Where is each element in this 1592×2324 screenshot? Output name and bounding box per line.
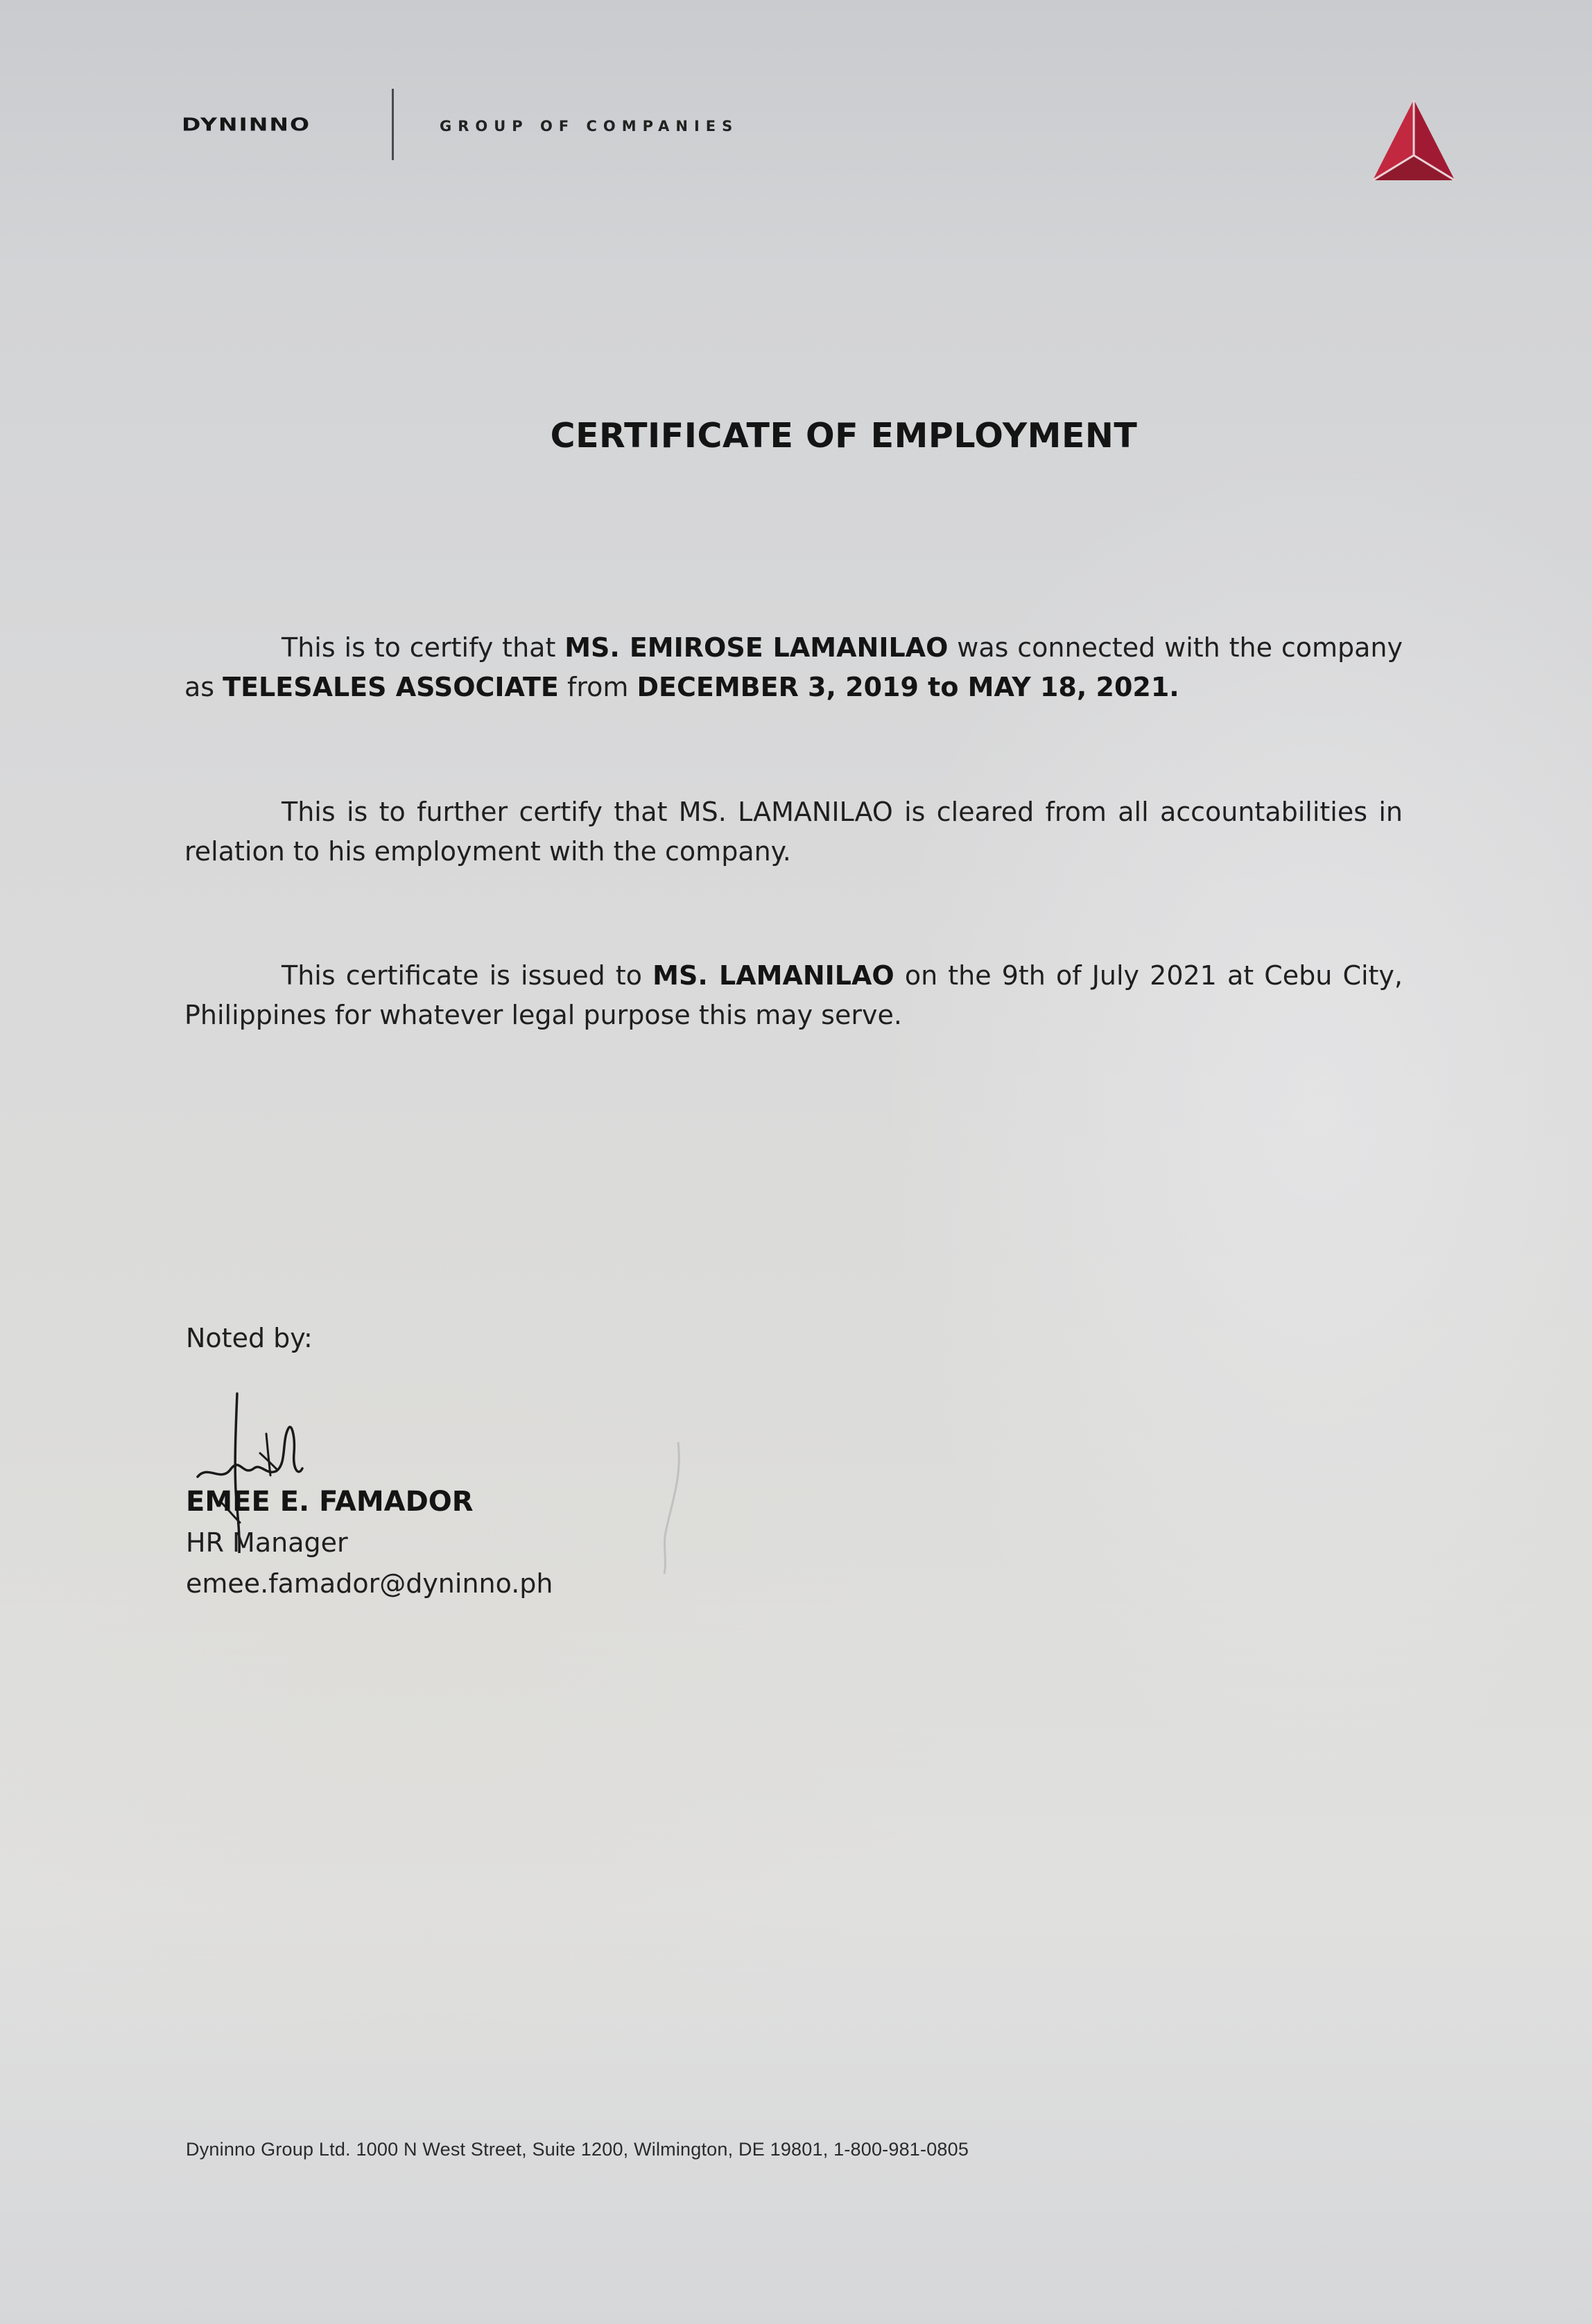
paper-fold-mark <box>659 1442 686 1574</box>
paragraph-text: was connected with the company as <box>184 632 1403 702</box>
signatory-name: EMEE E. FAMADOR <box>186 1486 474 1518</box>
company-logo-wordmark: DYNINNO <box>182 114 311 135</box>
company-address-footer: Dyninno Group Ltd. 1000 N West Street, Suite 1200, Wilmington, DE 19801, 1-800-981-0805 <box>186 2139 969 2160</box>
issuance-paragraph <box>184 956 1403 1035</box>
clearance-paragraph: This is to further certify that MS. LAMANILAO is cleared from all accountabilities in relation to his employment with the company. <box>184 797 1403 867</box>
paragraph-text: This certificate is issued to <box>282 960 653 991</box>
paragraph-text: on the 9th of July 2021 at Cebu City, Philippines for whatever legal purpose this may serve. <box>184 960 1403 1030</box>
employment-period: DECEMBER 3, 2019 to MAY 18, 2021. <box>637 672 1179 702</box>
header-divider <box>392 89 394 160</box>
group-of-companies-label: GROUP OF COMPANIES <box>440 118 739 135</box>
employee-name: MS. EMIROSE LAMANILAO <box>564 632 949 663</box>
paragraph-text: This is to certify that <box>282 632 565 663</box>
red-pyramid-logo-icon <box>1370 97 1457 184</box>
noted-by-label: Noted by: <box>186 1323 313 1353</box>
signatory-email: emee.famador@dyninno.ph <box>186 1568 553 1599</box>
certification-paragraph <box>184 628 1403 707</box>
employee-short-name: MS. LAMANILAO <box>652 960 894 991</box>
employee-position: TELESALES ASSOCIATE <box>223 672 559 702</box>
document-title: CERTIFICATE OF EMPLOYMENT <box>550 416 1138 456</box>
paragraph-text: from <box>558 672 637 702</box>
signatory-role: HR Manager <box>186 1527 348 1558</box>
